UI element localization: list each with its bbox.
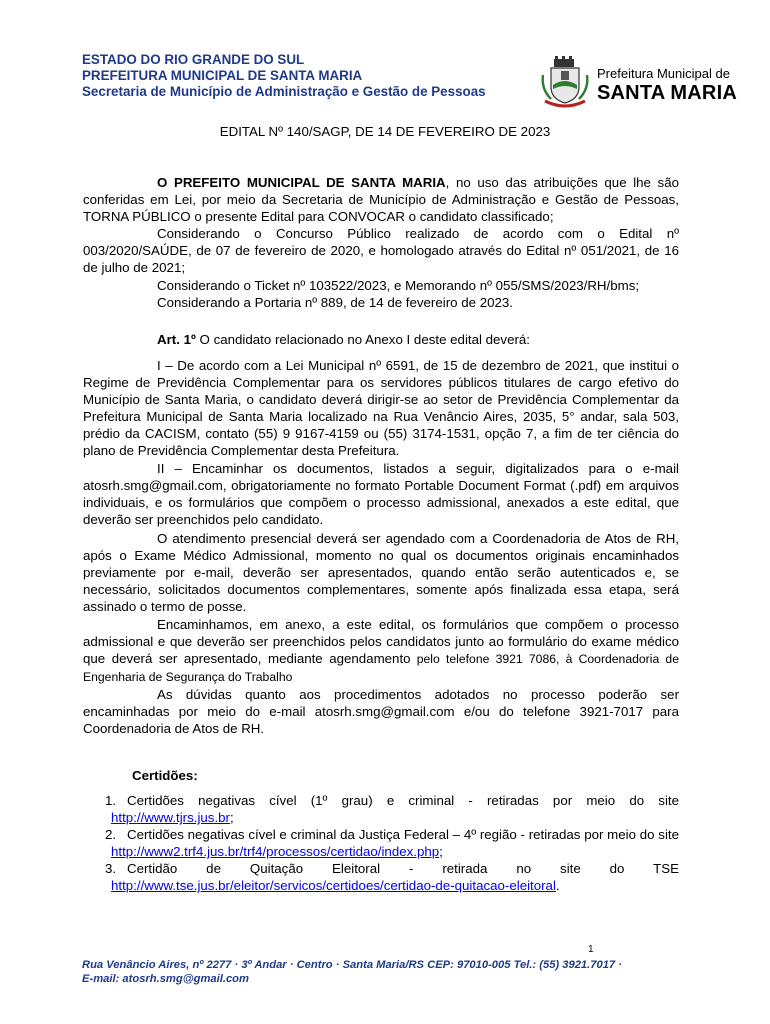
footer-email: E-mail: atosrh.smg@gmail.com — [82, 973, 249, 985]
atendimento-text: O atendimento presencial deverá ser agendado com a Coordenadoria de Atos de RH, após o Exame Médico Admissional, momento no qual os documentos originais encaminhados previamente por e-mail, deverão ser apresentados, quando então serão autenticados e, se necessário, solicitados documentos complementares, somente após finalizada essa etapa, será assinado o termo de posse. — [83, 531, 679, 615]
certidoes-title: Certidões: — [132, 768, 198, 783]
considering-3: Considerando a Portaria nº 889, de 14 de fevereiro de 2023. — [157, 294, 513, 310]
certidoes-list — [83, 792, 679, 895]
duvidas-paragraph — [83, 686, 679, 737]
header-state: ESTADO DO RIO GRANDE DO SUL — [82, 52, 305, 67]
coat-of-arms-icon — [537, 55, 593, 111]
anexo-paragraph — [83, 616, 679, 686]
art1-item2 — [83, 460, 679, 528]
page-number: 1 — [588, 944, 594, 955]
trf4-link[interactable]: http://www2.trf4.jus.br/trf4/processos/certidao/index.php — [111, 844, 440, 860]
art1-heading — [83, 331, 679, 348]
prefeitura-logo — [537, 55, 737, 111]
tjrs-link[interactable]: http://www.tjrs.jus.br — [111, 810, 230, 826]
letterhead — [82, 52, 486, 100]
tse-link[interactable]: http://www.tse.jus.br/eleitor/servicos/certidoes/certidao-de-quitacao-eleitoral — [111, 878, 556, 894]
document-title: EDITAL Nº 140/SAGP, DE 14 DE FEVEREIRO DE 2023 — [219, 124, 551, 139]
art1-text: O candidato relacionado no Anexo I deste edital deverá: — [195, 332, 530, 347]
intro-paragraph — [83, 174, 679, 225]
duvidas-text: As dúvidas quanto aos procedimentos adotados no processo poderão ser encaminhadas por meio do e-mail atosrh.smg@gmail.com e/ou do telefone 3921-7017 para Coordenadoria de Atos de RH. — [83, 687, 679, 737]
item-i: I – De acordo com a Lei Municipal nº 6591, de 15 de dezembro de 2021, que institui o Regime de Previdência Complementar para os servidores públicos titulares de cargo efetivo do Município de Santa Maria, o candidato deverá dirigir-se ao setor de Previdência Complementar da Prefeitura Municipal de Santa Maria localizado na Rua Venâncio Aires, 2035, 5° andar, sala 503, prédio da CACISM, contato (55) 9 9167-4159 ou (55) 3174-1531, opção 7, a fim de ter ciência do plano de Previdência Complementar desta Prefeitura. — [83, 358, 679, 459]
list-item: 1. Certidões negativas cível (1º grau) e criminal - retiradas por meio do site http://www.tjrs.jus.br; — [105, 793, 679, 826]
list-item: 3. Certidão de Quitação Eleitoral - retirada no site do TSE http://www.tse.jus.br/eleitor/servicos/certidoes/certidao-de-quitacao-eleitoral. — [105, 861, 679, 894]
art1-item1 — [83, 357, 679, 460]
atendimento-paragraph — [83, 530, 679, 615]
intro-block — [83, 174, 679, 311]
header-secretaria: Secretaria de Município de Administração e Gestão de Pessoas — [82, 84, 486, 99]
art1-label: Art. 1º — [157, 332, 196, 347]
logo-text-line2: SANTA MARIA — [597, 82, 737, 104]
logo-text-line1: Prefeitura Municipal de — [597, 66, 730, 81]
item-ii: II – Encaminhar os documentos, listados a seguir, digitalizados para o e-mail atosrh.smg@gmail.com, obrigatoriamente no formato Portable Document Format (.pdf) em arquivos individuais, e os formulários que compõem o processo admissional, anexados a este edital, que deverão ser preenchidos pelo candidato. — [83, 461, 679, 528]
prefeito-lead: O PREFEITO MUNICIPAL DE SANTA MARIA — [157, 175, 446, 190]
anexo-text-small: pelo telefone 3921 7086, à Coordenadoria de Engenharia de Segurança do Trabalho — [83, 652, 679, 685]
footer-address: Rua Venâncio Aires, nº 2277 · 3º Andar · Centro · Santa Maria/RS CEP: 97010-005 Tel.: (55) 3921.7017 · — [82, 959, 622, 971]
header-prefeitura: PREFEITURA MUNICIPAL DE SANTA MARIA — [82, 68, 363, 83]
anexo-text: Encaminhamos, em anexo, a este edital, os formulários que compõem o processo admissional e que deverão ser preenchidos pelos candidatos junto ao formulário do exame médico que deverá ser apresentado, mediante agendamento — [83, 617, 679, 667]
intro-rest: , no uso das atribuições que lhe são conferidas em Lei, por meio da Secretaria de Município de Administração e Gestão de Pessoas, TORNA PÚBLICO o presente Edital para CONVOCAR o candidato classificado; — [83, 175, 679, 225]
footer — [82, 958, 622, 986]
considering-2: Considerando o Ticket nº 103522/2023, e Memorando nº 055/SMS/2023/RH/bms; — [157, 277, 640, 293]
considering-1: Considerando o Concurso Público realizado de acordo com o Edital nº 003/2020/SAÚDE, de 07 de fevereiro de 2020, e homologado através do Edital nº 051/2021, de 16 de julho de 2021; — [83, 226, 679, 276]
list-item: 2. Certidões negativas cível e criminal da Justiça Federal – 4º região - retiradas por meio do site http://www2.trf4.jus.br/trf4/processos/certidao/index.php; — [105, 827, 679, 860]
